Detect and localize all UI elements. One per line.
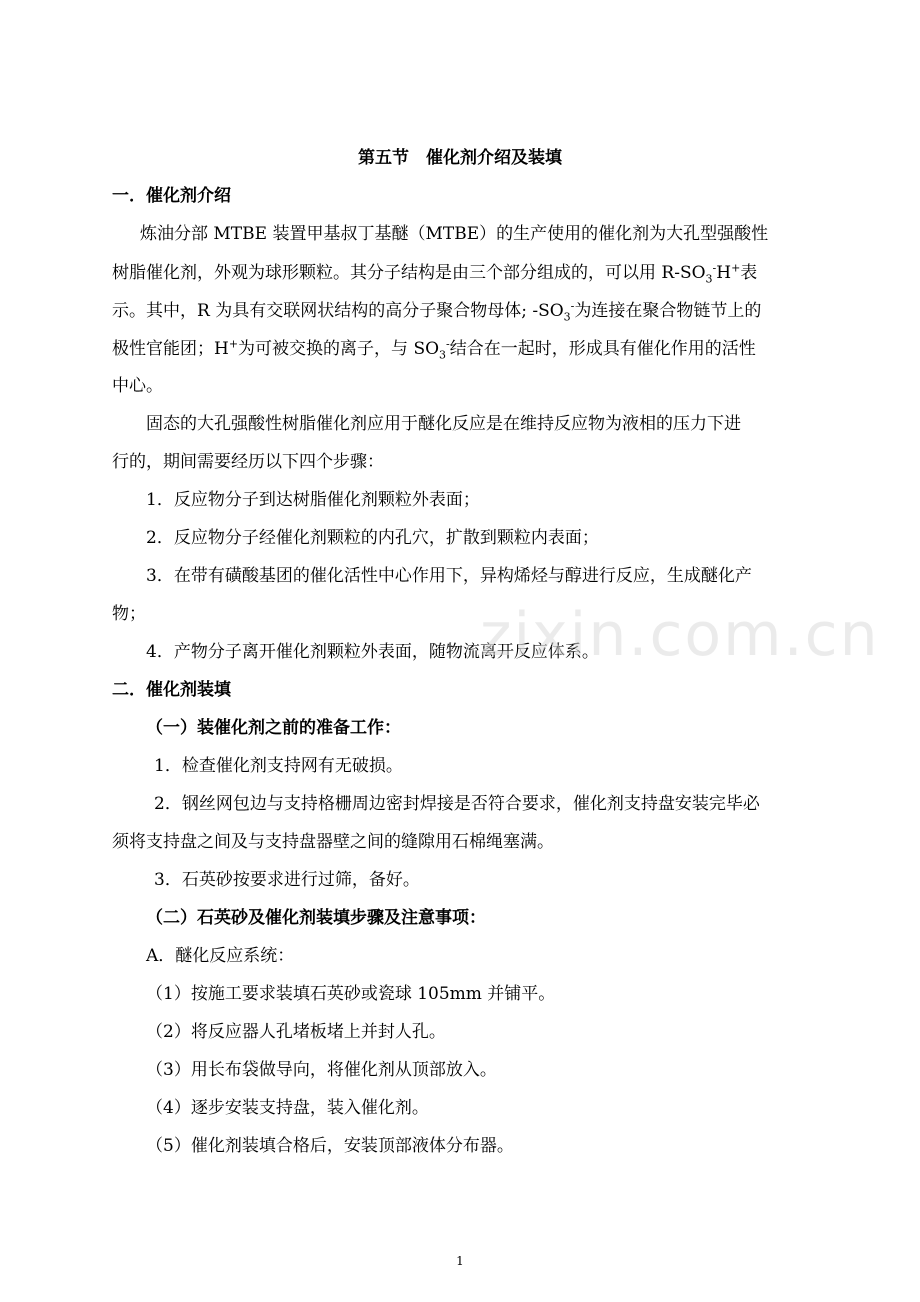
section-heading-catalyst-loading: 二．催化剂装填 <box>112 680 231 700</box>
list-item: 3．石英砂按要求进行过筛，备好。 <box>154 870 420 890</box>
list-item: （5）催化剂装填合格后，安装顶部液体分布器。 <box>146 1136 514 1156</box>
paragraph-line: 树脂催化剂，外观为球形颗粒。其分子结构是由三个部分组成的，可以用 $R-SO_3^-H^+$表 <box>112 261 758 286</box>
list-item: 1．反应物分子到达树脂催化剂颗粒外表面； <box>146 490 480 510</box>
list-item: 2．反应物分子经催化剂颗粒的内孔穴，扩散到颗粒内表面； <box>146 528 599 548</box>
paragraph-line: 固态的大孔强酸性树脂催化剂应用于醚化反应是在维持反应物为液相的压力下进 <box>146 414 741 434</box>
subsection-heading: （二）石英砂及催化剂装填步骤及注意事项： <box>146 908 486 928</box>
paragraph-line: 行的，期间需要经历以下四个步骤： <box>112 452 384 472</box>
paragraph-line: 炼油分部 MTBE 装置甲基叔丁基醚（MTBE）的生产使用的催化剂为大孔型强酸性 <box>140 224 769 244</box>
page-number: 1 <box>456 1254 464 1268</box>
list-item-continuation: 须将支持盘之间及与支持盘器壁之间的缝隙用石棉绳塞满。 <box>112 832 554 852</box>
list-item: 4．产物分子离开催化剂颗粒外表面，随物流离开反应体系。 <box>146 642 599 662</box>
list-item: 1．检查催化剂支持网有无破损。 <box>154 756 403 776</box>
page-title: 第五节 催化剂介绍及装填 <box>358 148 562 168</box>
section-heading-catalyst-intro: 一．催化剂介绍 <box>112 186 231 206</box>
paragraph-line: 示。其中，R 为具有交联网状结构的高分子聚合物母体; $-SO_3^-$为连接在聚合物链节上的 <box>112 299 762 324</box>
subsection-heading: （一）装催化剂之前的准备工作： <box>146 718 401 738</box>
list-item: （4）逐步安装支持盘，装入催化剂。 <box>146 1098 429 1118</box>
list-item-continuation: 物； <box>112 604 146 624</box>
watermark: zixin.com.cn <box>480 600 880 670</box>
list-item: （3）用长布袋做导向，将催化剂从顶部放入。 <box>146 1060 497 1080</box>
paragraph-line: 极性官能团；H+为可被交换的离子，与 $SO_3^-$结合在一起时，形成具有催化作用的活性 <box>112 337 756 362</box>
paragraph-line: 中心。 <box>112 376 163 396</box>
list-item: 2．钢丝网包边与支持格栅周边密封焊接是否符合要求，催化剂支持盘安装完毕必 <box>154 794 760 814</box>
list-item: A．醚化反应系统： <box>146 946 295 966</box>
list-item: （1）按施工要求装填石英砂或瓷球 105mm 并铺平。 <box>146 984 556 1004</box>
list-item: 3．在带有磺酸基团的催化活性中心作用下，异构烯烃与醇进行反应，生成醚化产 <box>146 566 752 586</box>
list-item: （2）将反应器人孔堵板堵上并封人孔。 <box>146 1022 446 1042</box>
